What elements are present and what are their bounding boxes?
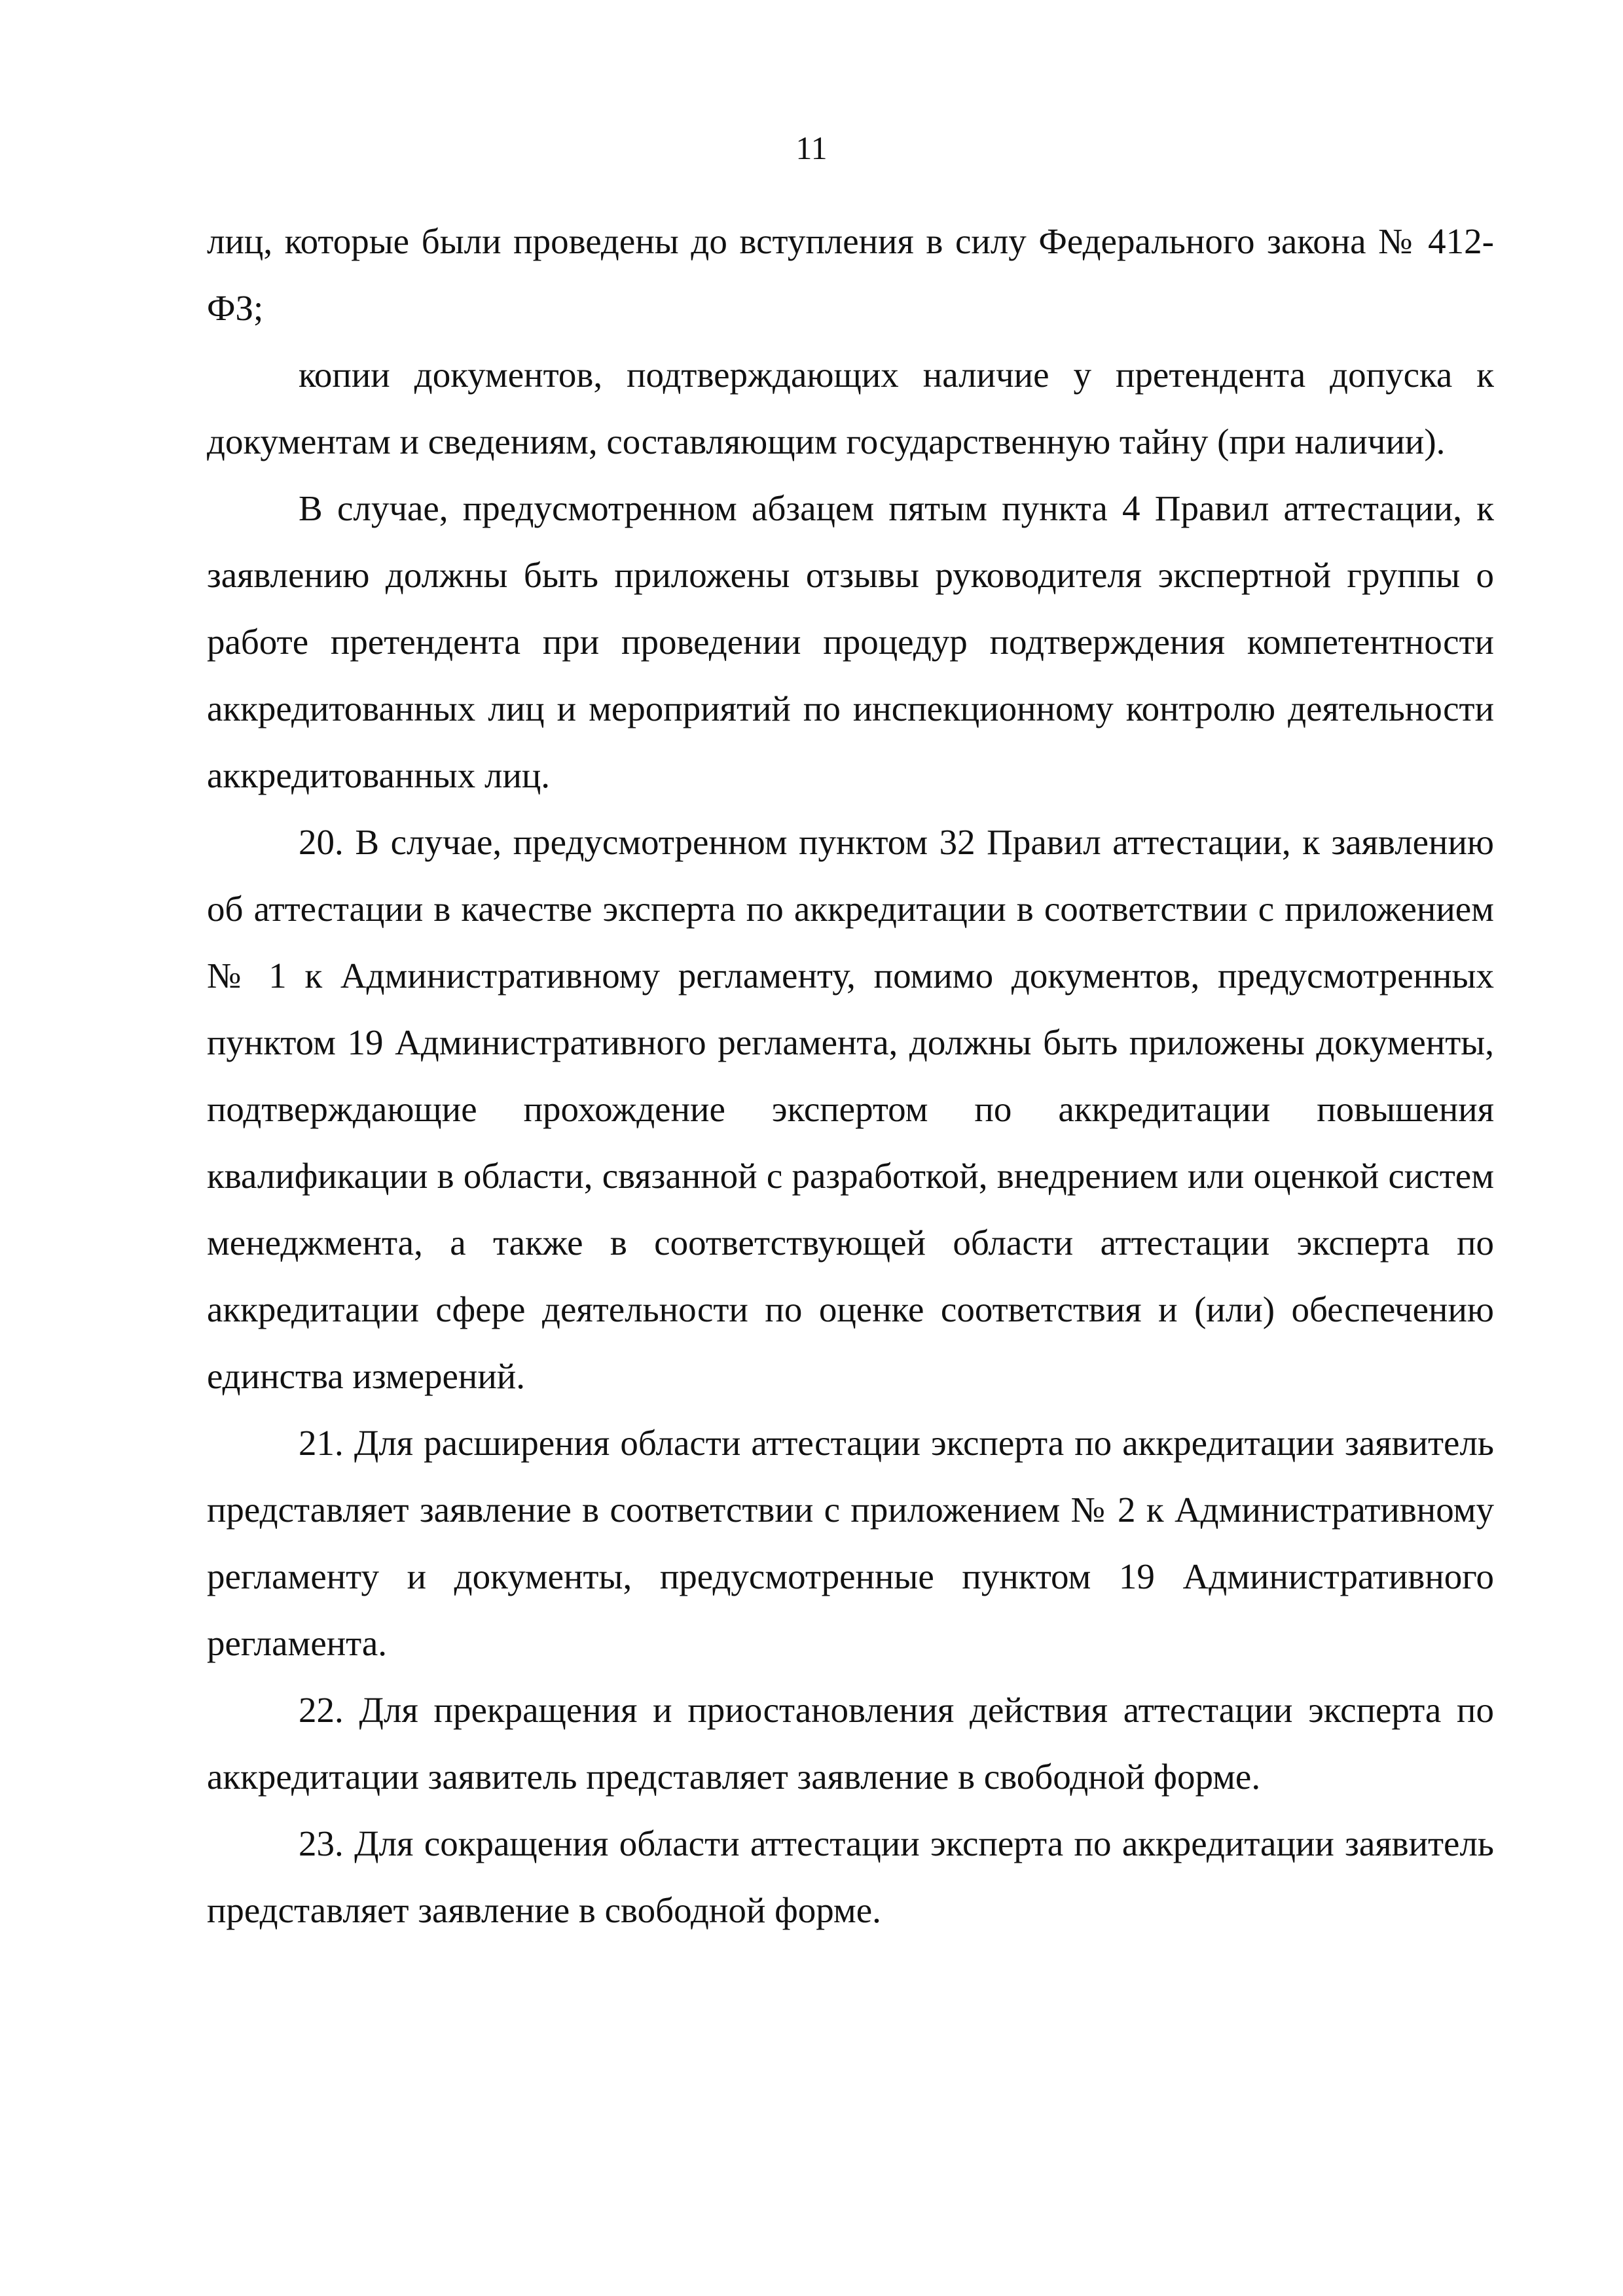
page-number: 11 bbox=[795, 130, 828, 166]
paragraph-state-secret-copies: копии документов, подтверждающих наличие у претендента допуска к документам и сведениям, составляющим государственную тайну (при наличии). bbox=[207, 355, 1494, 461]
paragraph-reviews-clause: В случае, предусмотренном абзацем пятым пункта 4 Правил аттестации, к заявлению должны быть приложены отзывы руководителя экспертной группы о работе претендента при проведении процедур подтверждения компетентности аккредитованных лиц и мероприятий по инспекционному контролю деятельности аккредитованных лиц. bbox=[207, 488, 1494, 795]
paragraph-item-20: 20. В случае, предусмотренном пунктом 32 Правил аттестации, к заявлению об аттестации в качестве эксперта по аккредитации в соответствии с приложением № 1 к Административному регламенту, помимо документов, предусмотренных пунктом 19 Административного регламента, должны быть приложены документы, подтверждающие прохождение экспертом по аккредитации повышения квалификации в области, связанной с разработкой, внедрением или оценкой систем менеджмента, а также в соответствующей области аттестации эксперта по аккредитации сфере деятельности по оценке соответствия и (или) обеспечению единства измерений. bbox=[207, 822, 1494, 1396]
document-body bbox=[207, 208, 1494, 1944]
paragraph-item-22: 22. Для прекращения и приостановления действия аттестации эксперта по аккредитации заявитель представляет заявление в свободной форме. bbox=[207, 1690, 1494, 1797]
paragraph-item-21: 21. Для расширения области аттестации эксперта по аккредитации заявитель представляет заявление в соответствии с приложением № 2 к Административному регламенту и документы, предусмотренные пунктом 19 Административного регламента. bbox=[207, 1423, 1494, 1663]
paragraph-continuation: лиц, которые были проведены до вступления в силу Федерального закона № 412-ФЗ; bbox=[207, 221, 1494, 328]
paragraph-item-23: 23. Для сокращения области аттестации эксперта по аккредитации заявитель представляет заявление в свободной форме. bbox=[207, 1823, 1494, 1930]
